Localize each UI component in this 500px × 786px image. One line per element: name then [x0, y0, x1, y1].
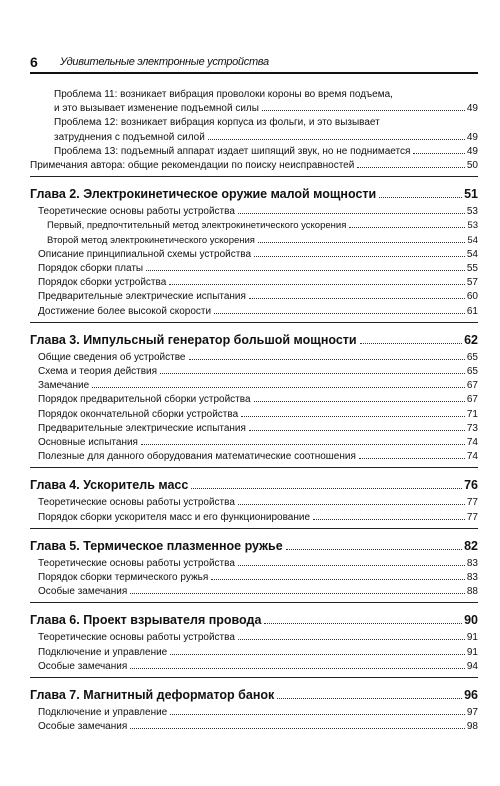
toc-entry[interactable] — [30, 496, 478, 510]
dot-leader — [238, 213, 465, 214]
toc-entry-title: Порядок сборки ускорителя масс и его функционирование — [38, 511, 311, 523]
toc-entry[interactable] — [30, 408, 478, 422]
dot-leader — [238, 504, 465, 505]
dot-leader — [360, 343, 462, 344]
toc-entry[interactable] — [30, 646, 478, 660]
dot-leader — [211, 579, 465, 580]
dot-leader — [241, 416, 465, 417]
toc-entry-title: Второй метод электрокинетического ускорения — [47, 234, 255, 246]
dot-leader — [313, 519, 465, 520]
chapter-separator — [30, 677, 478, 678]
toc-entry[interactable] — [30, 571, 478, 585]
toc-entry-page: 61 — [466, 305, 478, 317]
toc-entry-page: 98 — [466, 721, 478, 733]
toc-entry[interactable] — [30, 450, 478, 464]
chapter-separator — [30, 467, 478, 468]
toc-entry-title: Примечания автора: общие рекомендации по поиску неисправностей — [30, 160, 355, 172]
toc-entry-title: Проблема 13: подъемный аппарат издает шипящий звук, но не поднимается — [54, 145, 411, 157]
toc-entry-title: Глава 3. Импульсный генератор большой мощности — [30, 332, 357, 347]
dot-leader — [169, 284, 465, 285]
dot-leader — [249, 430, 465, 431]
toc-entry-title: Полезные для данного оборудования математические соотношения — [38, 451, 356, 463]
dot-leader — [349, 227, 465, 228]
toc-entry-title: Основные испытания — [38, 437, 138, 449]
toc-entry-title: Подключение и управление — [38, 646, 168, 658]
toc-entry-page: 71 — [466, 408, 478, 420]
toc-entry-title: Порядок предварительной сборки устройства — [38, 394, 251, 406]
toc-entry-page: 49 — [466, 103, 478, 115]
dot-leader — [359, 458, 465, 459]
dot-leader — [258, 242, 465, 243]
toc-entry-title: и это вызывает изменение подъемной силы — [54, 103, 259, 115]
chapter-separator — [30, 528, 478, 529]
toc-entry-title: Теоретические основы работы устройства — [38, 497, 235, 509]
dot-leader — [286, 549, 462, 550]
toc-entry-page: 60 — [466, 291, 478, 303]
toc-entry[interactable] — [30, 379, 478, 393]
dot-leader — [249, 298, 465, 299]
toc-entry[interactable] — [30, 365, 478, 379]
toc-entry-title: Достижение более высокой скорости — [38, 305, 212, 317]
dot-leader — [238, 639, 465, 640]
toc-entry-title: Глава 2. Электрокинетическое оружие малой мощности — [30, 187, 377, 202]
toc-entry[interactable] — [30, 88, 478, 102]
toc-entry[interactable] — [30, 219, 478, 233]
toc-entry-page: 62 — [464, 332, 478, 347]
table-of-contents — [30, 88, 478, 735]
chapter-separator — [30, 176, 478, 177]
toc-entry-page: 90 — [464, 613, 478, 628]
toc-entry-title: затруднения с подъемной силой — [54, 131, 205, 143]
dot-leader — [141, 444, 465, 445]
toc-entry-title: Особые замечания — [38, 721, 128, 733]
toc-chapter-heading[interactable] — [30, 537, 478, 555]
toc-entry-page: 49 — [466, 131, 478, 143]
toc-entry-page: 50 — [466, 160, 478, 172]
toc-entry[interactable] — [30, 393, 478, 407]
toc-entry-title: Особые замечания — [38, 660, 128, 672]
toc-chapter-heading[interactable] — [30, 185, 478, 203]
dot-leader — [262, 110, 465, 111]
toc-entry[interactable] — [30, 511, 478, 525]
toc-entry[interactable] — [30, 276, 478, 290]
toc-entry-page: 67 — [466, 394, 478, 406]
toc-entry[interactable] — [30, 351, 478, 365]
toc-entry-page: 91 — [466, 632, 478, 644]
dot-leader — [214, 313, 465, 314]
toc-entry-page: 83 — [466, 572, 478, 584]
dot-leader — [130, 593, 465, 594]
toc-entry-title: Глава 4. Ускоритель масс — [30, 478, 189, 493]
toc-entry-title: Порядок сборки устройства — [38, 277, 167, 289]
toc-entry[interactable] — [30, 305, 478, 319]
toc-entry[interactable] — [30, 631, 478, 645]
toc-entry-title: Порядок сборки термического ружья — [38, 572, 209, 584]
dot-leader — [130, 728, 465, 729]
dot-leader — [254, 401, 465, 402]
toc-entry[interactable] — [30, 585, 478, 599]
toc-entry-title: Предварительные электрические испытания — [38, 291, 246, 303]
toc-entry-page: 65 — [466, 351, 478, 363]
toc-entry-title: Теоретические основы работы устройства — [38, 206, 235, 218]
toc-entry[interactable] — [30, 422, 478, 436]
dot-leader — [160, 373, 465, 374]
dot-leader — [146, 270, 465, 271]
toc-entry-page: 88 — [466, 586, 478, 598]
dot-leader — [254, 256, 465, 257]
toc-entry-page: 74 — [466, 437, 478, 449]
toc-entry-title: Схема и теория действия — [38, 366, 158, 378]
toc-entry[interactable] — [30, 145, 478, 159]
header-rule — [30, 72, 478, 74]
toc-entry[interactable] — [30, 102, 478, 116]
toc-entry[interactable] — [30, 131, 478, 145]
toc-entry-page: 91 — [466, 646, 478, 658]
toc-entry-title: Подключение и управление — [38, 707, 168, 719]
toc-entry[interactable] — [30, 557, 478, 571]
chapter-separator — [30, 602, 478, 603]
toc-entry-title: Предварительные электрические испытания — [38, 422, 246, 434]
toc-entry-title: Замечание — [38, 380, 90, 392]
dot-leader — [238, 565, 465, 566]
chapter-separator — [30, 322, 478, 323]
toc-entry[interactable] — [30, 436, 478, 450]
toc-entry-title: Теоретические основы работы устройства — [38, 557, 235, 569]
toc-entry-page: 82 — [464, 538, 478, 553]
toc-chapter-heading[interactable] — [30, 331, 478, 349]
running-title: Удивительные электронные устройства — [60, 56, 269, 68]
toc-entry-page: 73 — [466, 422, 478, 434]
dot-leader — [170, 654, 465, 655]
toc-entry[interactable] — [30, 290, 478, 304]
dot-leader — [413, 153, 465, 154]
dot-leader — [357, 167, 465, 168]
dot-leader — [264, 623, 462, 624]
toc-entry-page: 83 — [466, 557, 478, 569]
dot-leader — [277, 698, 462, 699]
toc-entry-title: Проблема 12: возникает вибрация корпуса из фольги, и это вызывает — [54, 117, 380, 129]
toc-entry-title: Проблема 11: возникает вибрация проволоки короны во время подъема, — [54, 89, 393, 100]
toc-entry[interactable] — [30, 234, 478, 248]
toc-chapter-heading[interactable] — [30, 476, 478, 494]
dot-leader — [189, 359, 465, 360]
toc-entry-title: Первый, предпочтительный метод электрокинетического ускорения — [47, 220, 347, 232]
toc-entry-page: 53 — [467, 220, 478, 232]
toc-entry-page: 96 — [464, 688, 478, 703]
toc-entry-title: Теоретические основы работы устройства — [38, 632, 235, 644]
toc-entry-title: Глава 5. Термическое плазменное ружье — [30, 538, 283, 553]
dot-leader — [130, 668, 465, 669]
toc-entry[interactable] — [30, 116, 478, 130]
dot-leader — [208, 139, 465, 140]
toc-entry-page: 65 — [466, 366, 478, 378]
toc-entry-title: Глава 7. Магнитный деформатор банок — [30, 688, 275, 703]
toc-entry-page: 76 — [464, 478, 478, 493]
toc-entry-page: 97 — [466, 707, 478, 719]
toc-entry-page: 54 — [467, 234, 478, 246]
toc-entry[interactable] — [30, 205, 478, 219]
toc-entry-page: 77 — [466, 511, 478, 523]
toc-entry-page: 51 — [464, 187, 478, 202]
toc-entry-page: 94 — [466, 660, 478, 672]
toc-entry-title: Порядок окончательной сборки устройства — [38, 408, 239, 420]
toc-entry-page: 54 — [466, 248, 478, 260]
toc-entry-title: Порядок сборки платы — [38, 263, 144, 275]
toc-entry-page: 55 — [466, 263, 478, 275]
toc-entry-title: Описание принципиальной схемы устройства — [38, 248, 252, 260]
toc-entry-page: 77 — [466, 497, 478, 509]
toc-entry-title: Глава 6. Проект взрывателя провода — [30, 613, 262, 628]
toc-entry[interactable] — [30, 706, 478, 720]
toc-entry-title: Особые замечания — [38, 586, 128, 598]
page-header — [30, 52, 478, 72]
toc-entry[interactable] — [30, 660, 478, 674]
toc-chapter-heading[interactable] — [30, 611, 478, 629]
toc-entry-page: 53 — [466, 206, 478, 218]
toc-entry[interactable] — [30, 248, 478, 262]
dot-leader — [379, 197, 462, 198]
page-number: 6 — [30, 54, 38, 70]
toc-entry[interactable] — [30, 720, 478, 734]
toc-entry-page: 74 — [466, 451, 478, 463]
toc-entry-page: 49 — [466, 145, 478, 157]
dot-leader — [191, 488, 462, 489]
toc-entry[interactable] — [30, 262, 478, 276]
toc-entry[interactable] — [30, 159, 478, 173]
toc-entry-title: Общие сведения об устройстве — [38, 351, 186, 363]
toc-chapter-heading[interactable] — [30, 686, 478, 704]
toc-entry-page: 57 — [466, 277, 478, 289]
toc-entry-page: 67 — [466, 380, 478, 392]
dot-leader — [170, 714, 465, 715]
dot-leader — [92, 387, 465, 388]
